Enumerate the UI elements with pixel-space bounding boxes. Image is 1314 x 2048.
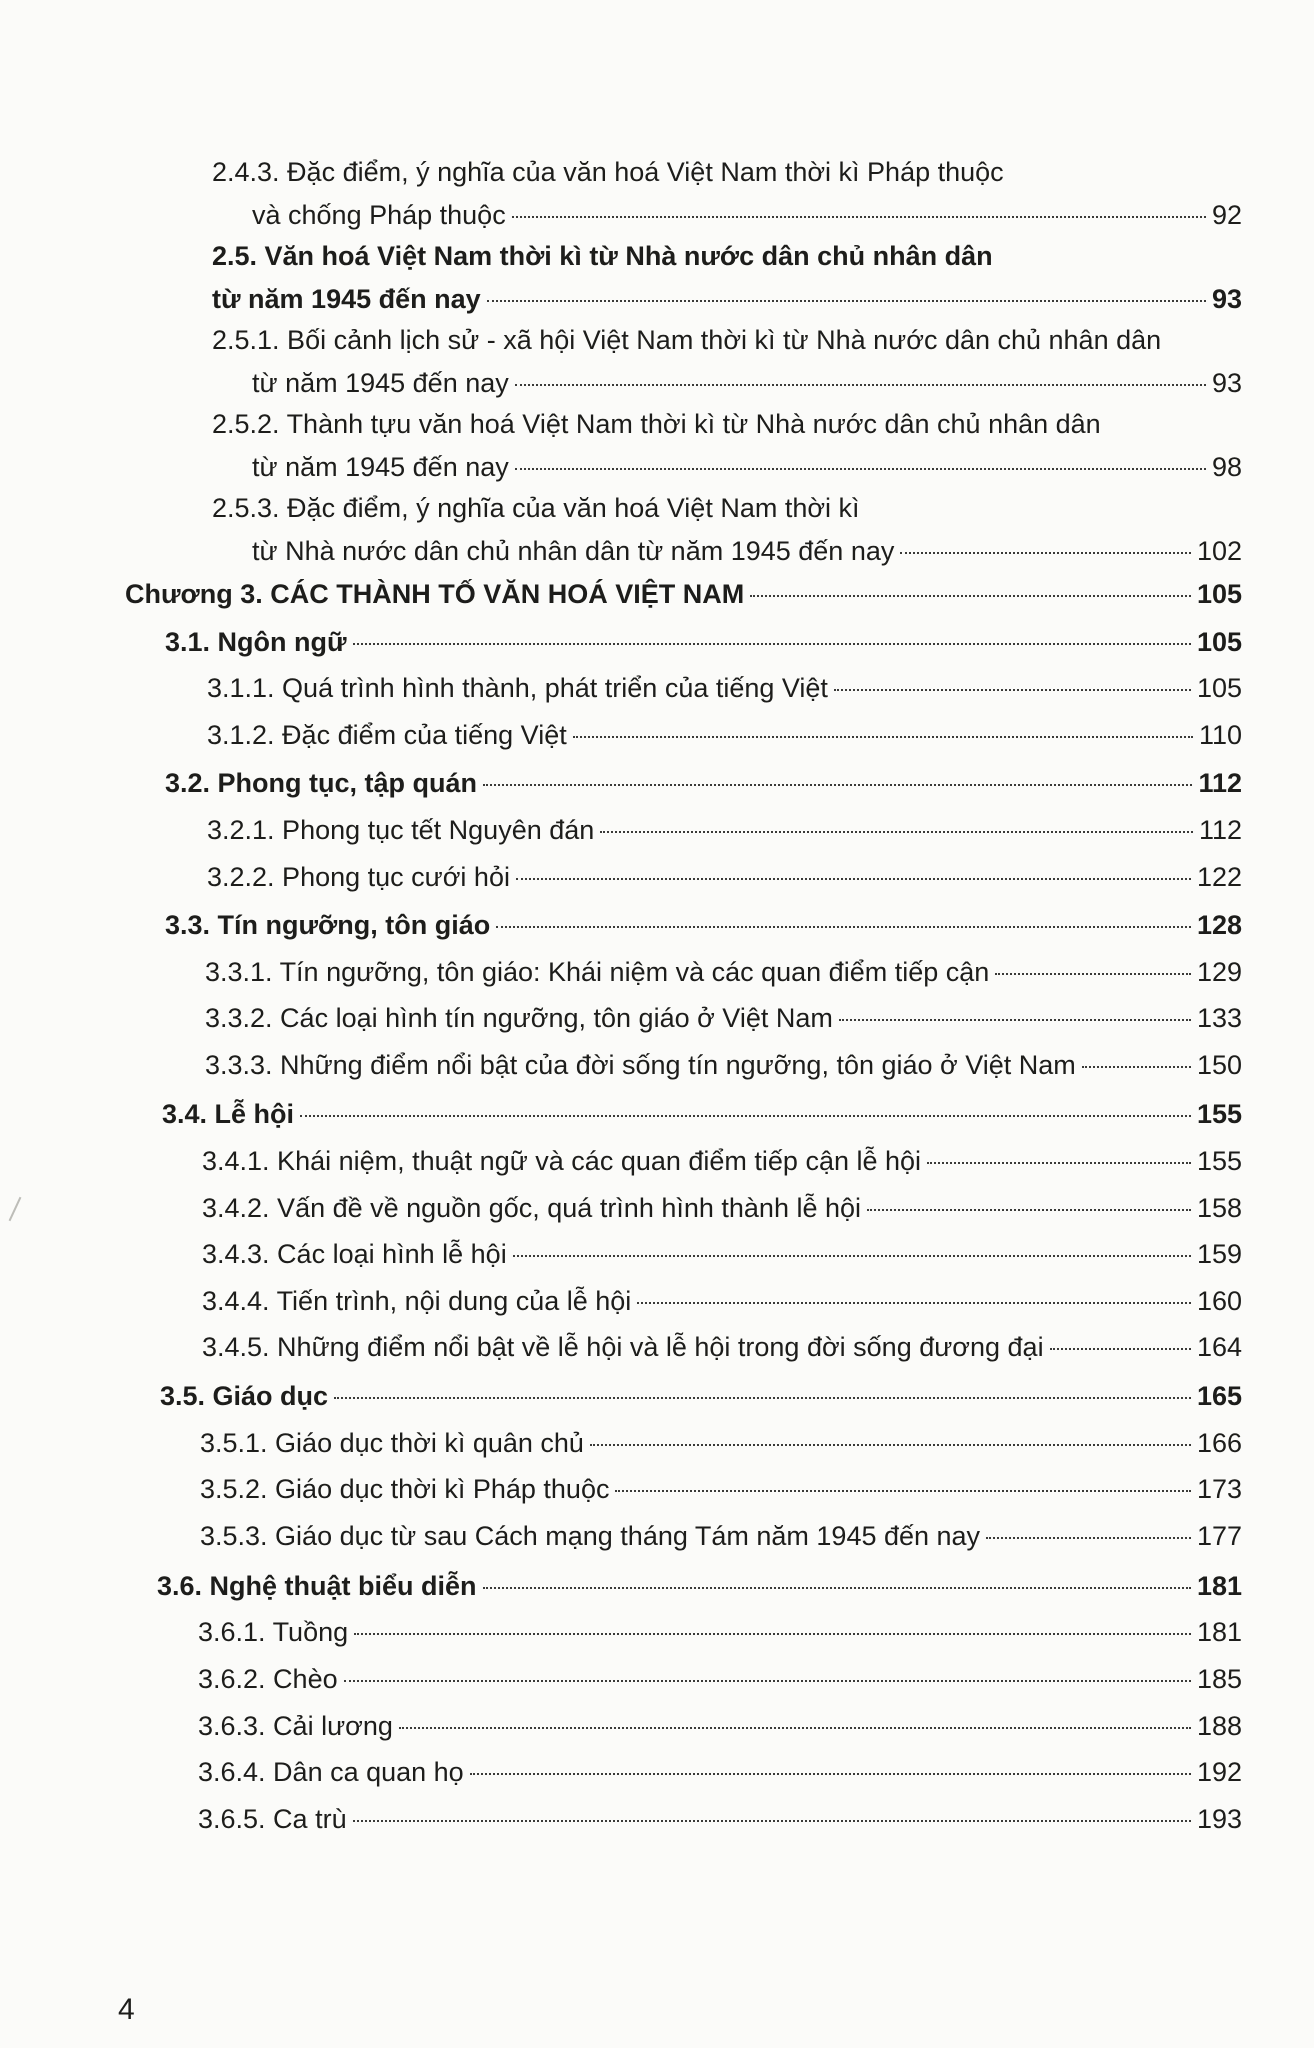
toc-entry-title: 3.2.2. Phong tục cưới hỏi <box>207 862 510 892</box>
toc-entry <box>198 1612 1242 1652</box>
toc-entry-page: 102 <box>1196 536 1242 566</box>
toc-entry-page: 93 <box>1211 284 1242 314</box>
toc-entry <box>198 1706 1242 1746</box>
dot-leader <box>470 1773 1191 1775</box>
dot-leader <box>353 1820 1191 1822</box>
toc-entry-title: 3.6.4. Dân ca quan họ <box>198 1757 464 1787</box>
dot-leader <box>516 878 1191 880</box>
toc-entry-title: từ năm 1945 đến nay <box>252 368 509 398</box>
toc-entry <box>202 1327 1242 1367</box>
toc-entry-page: 110 <box>1198 720 1242 750</box>
toc-entry-title: 3.5. Giáo dục <box>160 1381 329 1411</box>
dot-leader <box>496 926 1191 928</box>
toc-entry <box>212 404 1242 482</box>
toc-entry-title: 3.5.2. Giáo dục thời kì Pháp thuộc <box>200 1474 610 1504</box>
toc-entry-title: 3.4.5. Những điểm nổi bật về lễ hội và lễ hội trong đời sống đương đại <box>202 1332 1044 1362</box>
toc-entry-title: từ năm 1945 đến nay <box>252 452 509 482</box>
toc-entry <box>200 1516 1242 1556</box>
dot-leader <box>515 384 1206 386</box>
toc-entry-page: 105 <box>1196 579 1242 609</box>
toc-entry-page: 165 <box>1196 1381 1242 1411</box>
dot-leader <box>344 1680 1191 1682</box>
dot-leader <box>483 1587 1191 1589</box>
toc-entry <box>205 998 1242 1038</box>
dot-leader <box>750 595 1191 597</box>
toc-entry-title: 2.5.2. Thành tựu văn hoá Việt Nam thời kì từ Nhà nước dân chủ nhân dân <box>212 409 1101 439</box>
toc-entry <box>212 488 1242 566</box>
toc-entry-title: 3.4.4. Tiến trình, nội dung của lễ hội <box>202 1286 632 1316</box>
dot-leader <box>986 1537 1191 1539</box>
toc-entry-title: Chương 3. CÁC THÀNH TỐ VĂN HOÁ VIỆT NAM <box>125 579 745 609</box>
toc-entry-title: 3.4.3. Các loại hình lễ hội <box>202 1239 507 1269</box>
toc-entry-page: 160 <box>1196 1286 1242 1316</box>
toc-entry-title: 3.1.2. Đặc điểm của tiếng Việt <box>207 720 567 750</box>
toc-entry-page: 129 <box>1196 957 1242 987</box>
toc-entry-page: 133 <box>1196 1003 1242 1033</box>
scan-mark <box>9 1197 22 1221</box>
dot-leader <box>515 468 1206 470</box>
toc-entry <box>157 1566 1242 1606</box>
dot-leader <box>600 831 1193 833</box>
dot-leader <box>615 1490 1190 1492</box>
toc-entry <box>160 1376 1242 1416</box>
toc-entry-page: 128 <box>1196 910 1242 940</box>
toc-entry <box>212 236 1242 314</box>
dot-leader <box>834 689 1191 691</box>
toc-entry-page: 164 <box>1196 1332 1242 1362</box>
toc-entry-page: 177 <box>1196 1521 1242 1551</box>
dot-leader <box>512 216 1206 218</box>
toc-entry <box>207 715 1242 755</box>
toc-entry <box>202 1141 1242 1181</box>
toc-entry <box>207 810 1242 850</box>
dot-leader <box>927 1162 1191 1164</box>
toc-entry <box>125 574 1242 614</box>
toc-entry-page: 181 <box>1196 1617 1242 1647</box>
toc-entry-page: 159 <box>1196 1239 1242 1269</box>
toc-entry-page: 193 <box>1196 1804 1242 1834</box>
toc-entry-title: 2.4.3. Đặc điểm, ý nghĩa của văn hoá Việt Nam thời kì Pháp thuộc <box>212 157 1004 187</box>
toc-entry-page: 98 <box>1211 452 1242 482</box>
dot-leader <box>637 1302 1191 1304</box>
toc-entry <box>198 1799 1242 1839</box>
toc-entry <box>202 1234 1242 1274</box>
dot-leader <box>487 300 1206 302</box>
dot-leader <box>995 973 1191 975</box>
toc-entry-title: 3.3. Tín ngưỡng, tôn giáo <box>165 910 491 940</box>
toc-entry-page: 155 <box>1196 1099 1242 1129</box>
toc-entry <box>205 952 1242 992</box>
dot-leader <box>399 1727 1191 1729</box>
toc-entry-title: 3.6.1. Tuồng <box>198 1617 349 1647</box>
toc-entry-page: 173 <box>1196 1474 1242 1504</box>
dot-leader <box>1082 1066 1191 1068</box>
toc-entry-title: 2.5. Văn hoá Việt Nam thời kì từ Nhà nước dân chủ nhân dân <box>212 241 993 271</box>
toc-entry-page: 188 <box>1196 1711 1242 1741</box>
dot-leader <box>483 784 1192 786</box>
toc-entry-page: 112 <box>1198 768 1242 798</box>
toc-entry-page: 185 <box>1196 1664 1242 1694</box>
toc-entry-title: 3.6. Nghệ thuật biểu diễn <box>157 1571 477 1601</box>
toc-entry-title: 3.3.1. Tín ngưỡng, tôn giáo: Khái niệm và các quan điểm tiếp cận <box>205 957 990 987</box>
toc-entry-title: 3.2. Phong tục, tập quán <box>165 768 478 798</box>
toc-entry-page: 192 <box>1196 1757 1242 1787</box>
dot-leader <box>300 1115 1191 1117</box>
toc-entry-page: 105 <box>1196 673 1242 703</box>
toc-entry-page: 105 <box>1196 627 1242 657</box>
toc-entry <box>207 857 1242 897</box>
toc-entry-title: 3.3.2. Các loại hình tín ngưỡng, tôn giáo ở Việt Nam <box>205 1003 833 1033</box>
dot-leader <box>334 1397 1191 1399</box>
toc-entry-page: 181 <box>1196 1571 1242 1601</box>
toc-entry <box>212 152 1242 230</box>
dot-leader <box>354 1633 1191 1635</box>
toc-entry <box>198 1752 1242 1792</box>
toc-entry-title: 3.2.1. Phong tục tết Nguyên đán <box>207 815 595 845</box>
dot-leader <box>573 736 1193 738</box>
toc-entry <box>165 763 1242 803</box>
dot-leader <box>900 552 1191 554</box>
toc-entry <box>202 1188 1242 1228</box>
toc-entry <box>205 1045 1242 1085</box>
toc-entry-title: 3.6.5. Ca trù <box>198 1804 347 1834</box>
toc-entry-title: 3.5.3. Giáo dục từ sau Cách mạng tháng Tám năm 1945 đến nay <box>200 1521 981 1551</box>
toc-entry-title: 2.5.1. Bối cảnh lịch sử - xã hội Việt Nam thời kì từ Nhà nước dân chủ nhân dân <box>212 325 1162 355</box>
toc-entry-title: 3.6.3. Cải lương <box>198 1711 393 1741</box>
toc-entry-page: 92 <box>1211 200 1242 230</box>
dot-leader <box>513 1255 1191 1257</box>
toc-entry <box>200 1423 1242 1463</box>
toc-entry <box>198 1659 1242 1699</box>
toc-entry-page: 158 <box>1196 1193 1242 1223</box>
toc-entry-title: 3.3.3. Những điểm nổi bật của đời sống tín ngưỡng, tôn giáo ở Việt Nam <box>205 1050 1076 1080</box>
toc-entry <box>212 320 1242 398</box>
toc-entry-title: 3.4.2. Vấn đề về nguồn gốc, quá trình hình thành lễ hội <box>202 1193 862 1223</box>
toc-entry-title: 3.5.1. Giáo dục thời kì quân chủ <box>200 1428 584 1458</box>
toc-entry-page: 155 <box>1196 1146 1242 1176</box>
toc-entry-title: 3.1. Ngôn ngữ <box>165 627 347 657</box>
toc-entry-title: 2.5.3. Đặc điểm, ý nghĩa của văn hoá Việt Nam thời kì <box>212 493 860 523</box>
dot-leader <box>353 643 1191 645</box>
toc-entry-title: từ Nhà nước dân chủ nhân dân từ năm 1945 đến nay <box>252 536 895 566</box>
dot-leader <box>590 1444 1191 1446</box>
dot-leader <box>839 1019 1191 1021</box>
toc-entry-page: 150 <box>1196 1050 1242 1080</box>
page-number: 4 <box>118 1993 135 2026</box>
toc-entry <box>207 668 1242 708</box>
toc-entry <box>162 1094 1242 1134</box>
toc-entry-page: 122 <box>1196 862 1242 892</box>
toc-entry-page: 166 <box>1196 1428 1242 1458</box>
dot-leader <box>1050 1348 1191 1350</box>
toc-entry-title: 3.6.2. Chèo <box>198 1664 338 1694</box>
toc-entry <box>165 905 1242 945</box>
toc-entry-title: 3.4. Lễ hội <box>162 1099 295 1129</box>
toc-entry-title: từ năm 1945 đến nay <box>212 284 481 314</box>
toc-entry-page: 112 <box>1198 815 1242 845</box>
toc-entry-page: 93 <box>1211 368 1242 398</box>
dot-leader <box>867 1209 1191 1211</box>
toc-entry-title: và chống Pháp thuộc <box>252 200 506 230</box>
toc-entry <box>165 622 1242 662</box>
toc-entry <box>200 1469 1242 1509</box>
toc-entry-title: 3.1.1. Quá trình hình thành, phát triển của tiếng Việt <box>207 673 828 703</box>
toc-entry-title: 3.4.1. Khái niệm, thuật ngữ và các quan điểm tiếp cận lễ hội <box>202 1146 922 1176</box>
toc-entry <box>202 1281 1242 1321</box>
